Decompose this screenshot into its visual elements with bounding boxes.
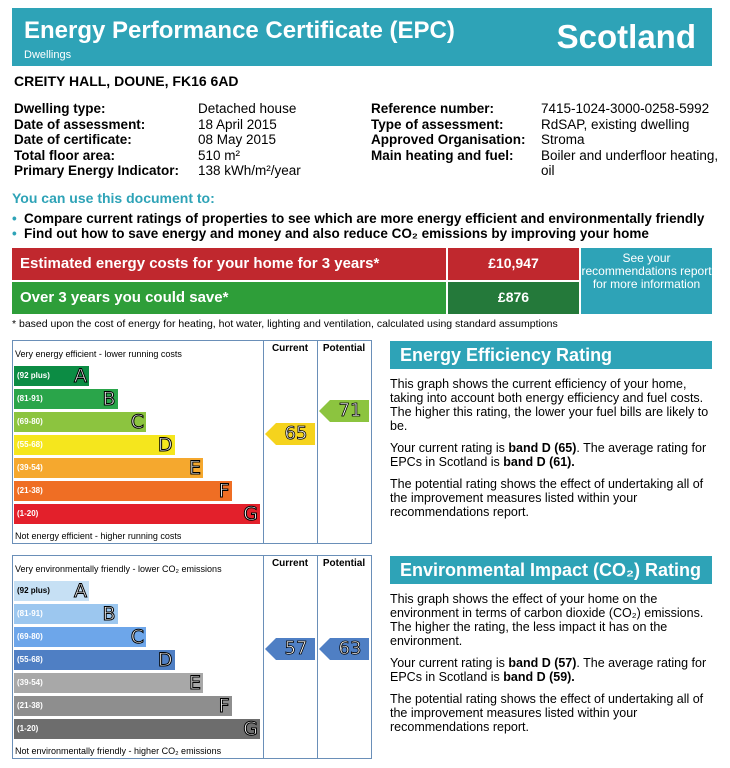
country-label: Scotland [556, 18, 696, 55]
band-range: (21-38) [17, 486, 43, 495]
rating-band-f [14, 481, 232, 501]
rating-band-d [14, 650, 175, 670]
text: Your current rating is [390, 656, 509, 670]
current-rating-arrow [265, 638, 315, 660]
use-bullets [12, 211, 704, 241]
details-right [371, 101, 726, 179]
band-range: (92 plus) [17, 586, 50, 595]
graph-top-caption: Very environmentally friendly - lower CO₂ emissions [15, 564, 222, 574]
detail-row [371, 132, 726, 148]
band-letter: E [188, 457, 201, 479]
rating-band-e [14, 458, 203, 478]
details-left [14, 101, 364, 179]
page-title: Energy Performance Certificate (EPC) [24, 17, 455, 44]
text: Your current rating is [390, 441, 509, 455]
rating-band-b [14, 389, 118, 409]
column-divider [317, 556, 318, 758]
bullet-item [12, 226, 704, 241]
rating-band-e [14, 673, 203, 693]
column-divider [263, 556, 264, 758]
detail-row [14, 132, 364, 148]
band-range: (69-80) [17, 417, 43, 426]
potential-column-header: Potential [322, 558, 366, 569]
text: band D (61). [503, 455, 575, 469]
band-letter: A [74, 580, 87, 602]
paragraph [390, 656, 712, 684]
band-range: (39-54) [17, 678, 43, 687]
current-column-header: Current [271, 343, 309, 354]
detail-row [14, 117, 364, 133]
text: band D (59). [503, 670, 575, 684]
detail-value: 138 kWh/m²/year [198, 163, 301, 178]
detail-value: Detached house [198, 101, 297, 116]
property-address: CREITY HALL, DOUNE, FK16 6AD [14, 73, 239, 89]
savings-value: £876 [448, 282, 579, 314]
detail-key: Dwelling type: [14, 101, 106, 116]
detail-row [371, 117, 726, 133]
paragraph [390, 441, 712, 469]
column-divider [263, 341, 264, 543]
band-letter: A [74, 365, 87, 387]
band-range: (21-38) [17, 701, 43, 710]
bullet-text: Compare current ratings of properties to see which are more energy efficient and environmentally friendly [24, 211, 705, 226]
page-subtitle: Dwellings [24, 49, 72, 61]
savings-label: Over 3 years you could save* [12, 282, 446, 314]
estimated-cost-value: £10,947 [448, 248, 579, 280]
co2-rating-text [390, 592, 712, 742]
band-letter: F [218, 695, 230, 717]
potential-column-header: Potential [322, 343, 366, 354]
band-letter: G [243, 718, 258, 740]
energy-rating-text [390, 377, 712, 527]
band-range: (69-80) [17, 632, 43, 641]
bullet-text: Find out how to save energy and money and also reduce CO₂ emissions by improving your home [24, 226, 649, 241]
text: band D (65) [508, 441, 577, 455]
environmental-impact-graph [12, 555, 372, 759]
co2-rating-title: Environmental Impact (CO₂) Rating [390, 556, 712, 584]
detail-row [14, 148, 364, 164]
paragraph: The potential rating shows the effect of undertaking all of the improvement measures listed within your recommendations report. [390, 692, 704, 734]
see-recommendations-box: See your recommendations report for more information [581, 248, 712, 314]
rating-band-c [14, 412, 146, 432]
epc-header [12, 8, 712, 66]
energy-rating-title: Energy Efficiency Rating [390, 341, 712, 369]
text: . The average rating for EPCs in Scotland is [390, 441, 707, 469]
use-document-title: You can use this document to: [12, 190, 215, 206]
detail-key: Type of assessment: [371, 116, 504, 132]
rating-band-c [14, 627, 146, 647]
rating-band-a [14, 366, 89, 386]
column-divider [317, 341, 318, 543]
energy-efficiency-graph [12, 340, 372, 544]
graph-bottom-caption: Not environmentally friendly - higher CO₂ emissions [15, 746, 222, 756]
detail-value: Stroma [541, 132, 585, 147]
detail-row [14, 101, 364, 117]
band-range: (55-68) [17, 440, 43, 449]
detail-row [371, 148, 726, 179]
bullet-icon: • [12, 226, 17, 241]
detail-key: Date of assessment: [14, 116, 146, 132]
rating-band-f [14, 696, 232, 716]
paragraph: This graph shows the current efficiency of your home, taking into account both energy efficiency and fuel costs. The higher this rating, the lower your fuel bills are likely to be. [390, 377, 709, 433]
graph-top-caption: Very energy efficient - lower running costs [15, 349, 182, 359]
current-column-header: Current [271, 558, 309, 569]
detail-value: Boiler and underfloor heating, oil [541, 147, 719, 178]
band-range: (1-20) [17, 509, 39, 518]
paragraph: This graph shows the effect of your home on the environment in terms of carbon dioxide (CO₂) emissions. The higher the rating, the less impact it has on the environment. [390, 592, 704, 648]
rating-band-g [14, 504, 260, 524]
detail-value: 510 m² [198, 147, 241, 163]
band-letter: B [102, 388, 116, 410]
rating-band-a [14, 581, 89, 601]
band-range: (39-54) [17, 463, 43, 472]
detail-value: 7415-1024-3000-0258-5992 [541, 101, 710, 116]
detail-value: RdSAP, existing dwelling [541, 116, 690, 132]
rating-band-b [14, 604, 118, 624]
rating-value: 65 [284, 423, 308, 444]
band-range: (92 plus) [17, 371, 50, 380]
bullet-icon: • [12, 211, 17, 226]
paragraph: The potential rating shows the effect of undertaking all of the improvement measures listed within your recommendations report. [390, 477, 704, 519]
detail-key: Date of certificate: [14, 132, 132, 147]
current-rating-arrow [265, 423, 315, 445]
band-letter: D [157, 649, 173, 671]
estimated-cost-label: Estimated energy costs for your home for 3 years* [12, 248, 446, 280]
band-letter: G [243, 503, 258, 525]
band-letter: C [130, 626, 144, 648]
band-letter: E [188, 672, 201, 694]
band-letter: C [130, 411, 144, 433]
rating-band-d [14, 435, 175, 455]
detail-row [14, 163, 364, 179]
detail-key: Reference number: [371, 101, 495, 116]
band-range: (1-20) [17, 724, 39, 733]
graph-bottom-caption: Not energy efficient - higher running costs [15, 531, 182, 541]
bullet-item [12, 211, 704, 226]
detail-key: Approved Organisation: [371, 132, 526, 147]
detail-key: Main heating and fuel: [371, 147, 514, 163]
potential-rating-arrow [319, 400, 369, 422]
detail-row [371, 101, 726, 117]
band-range: (81-91) [17, 609, 43, 618]
band-range: (81-91) [17, 394, 43, 403]
cost-footnote: * based upon the cost of energy for heating, hot water, lighting and ventilation, calculated using standard assumptions [12, 318, 558, 330]
rating-value: 57 [284, 638, 308, 659]
band-letter: F [218, 480, 230, 502]
band-range: (55-68) [17, 655, 43, 664]
rating-value: 71 [338, 400, 362, 421]
potential-rating-arrow [319, 638, 369, 660]
rating-value: 63 [338, 638, 362, 659]
detail-value: 08 May 2015 [198, 132, 277, 147]
band-letter: B [102, 603, 116, 625]
text: band D (57) [508, 656, 577, 670]
detail-value: 18 April 2015 [198, 116, 277, 132]
rating-band-g [14, 719, 260, 739]
detail-key: Primary Energy Indicator: [14, 163, 180, 178]
band-letter: D [157, 434, 173, 456]
detail-key: Total floor area: [14, 147, 116, 163]
text: . The average rating for EPCs in Scotland is [390, 656, 707, 684]
